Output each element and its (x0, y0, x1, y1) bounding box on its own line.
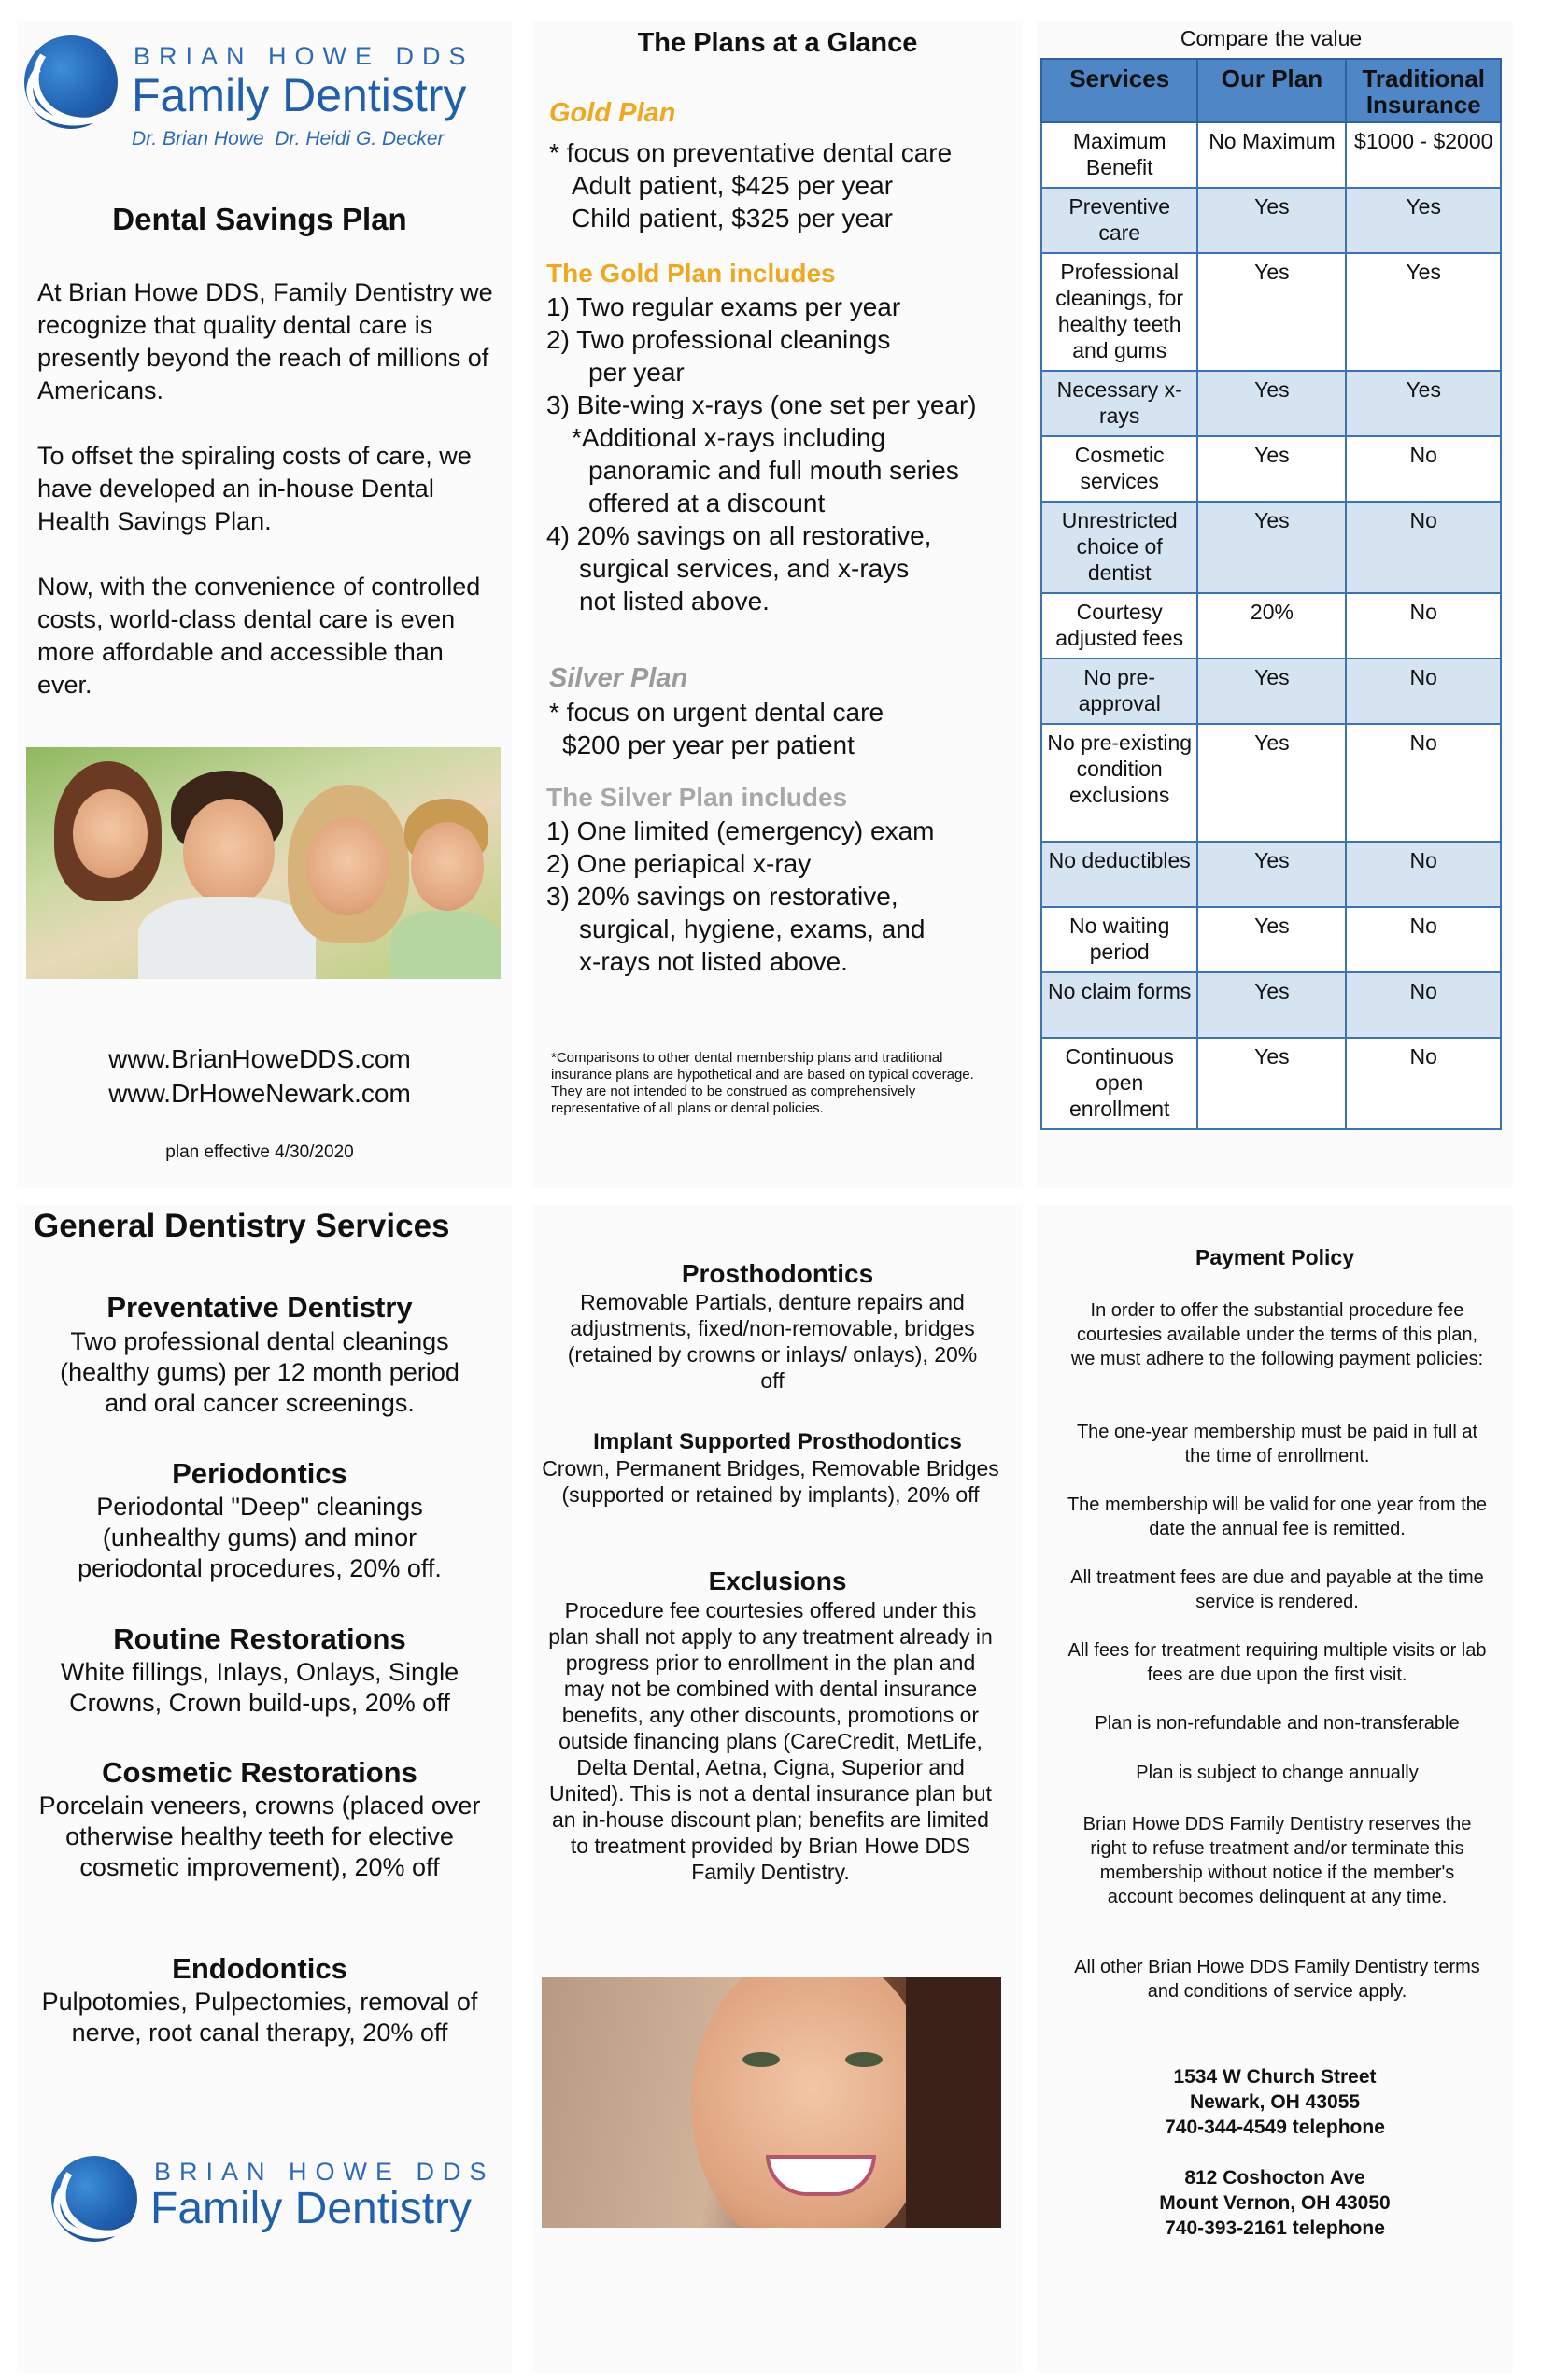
dental-savings-plan-title: Dental Savings Plan (112, 202, 407, 236)
cell-insurance: Yes (1346, 371, 1501, 436)
routine-restorations-heading: Routine Restorations (113, 1622, 406, 1655)
payment-policy-item: Plan is non-refundable and non-transferable (1095, 1713, 1460, 1734)
gold-include-3-note-2: panoramic and full mouth series (588, 456, 959, 485)
endodontics-heading: Endodontics (172, 1952, 347, 1985)
cell-service: Cosmetic services (1041, 436, 1197, 502)
gold-plan-child-price: Child patient, $325 per year (572, 204, 893, 233)
payment-policy-item: All treatment fees are due and payable at the time service is rendered. (1070, 1567, 1484, 1612)
payment-policy-item: Plan is subject to change annually (1136, 1763, 1419, 1783)
periodontics-heading: Periodontics (172, 1457, 347, 1490)
gold-plan-focus: * focus on preventative dental care (549, 138, 953, 167)
gold-include-2: 2) Two professional cleanings (546, 325, 891, 354)
cell-our-plan: Yes (1197, 188, 1346, 253)
logo-wave-icon (51, 2156, 137, 2242)
silver-include-3: 3) 20% savings on restorative, (546, 882, 898, 911)
silver-plan-price: $200 per year per patient (562, 730, 855, 759)
cell-service: Unrestricted choice of dentist (1041, 502, 1197, 593)
silver-include-1: 1) One limited (emergency) exam (546, 816, 935, 845)
table-row (1041, 122, 1501, 188)
silver-include-3-cont: surgical, hygiene, exams, and (579, 914, 926, 943)
cell-insurance: No (1346, 1038, 1501, 1129)
cell-service: No pre-approval (1041, 659, 1197, 724)
cell-insurance: Yes (1346, 188, 1501, 253)
cell-our-plan: Yes (1197, 371, 1346, 436)
gold-include-3-note-3: offered at a discount (588, 489, 826, 517)
table-row (1041, 188, 1501, 253)
cell-service: Preventive care (1041, 188, 1197, 253)
cell-insurance: $1000 - $2000 (1346, 122, 1501, 188)
cell-our-plan: Yes (1197, 724, 1346, 842)
routine-restorations-text: White fillings, Inlays, Onlays, Single Crowns, Crown build-ups, 20% off (60, 1658, 459, 1717)
table-row (1041, 907, 1501, 972)
cell-insurance: No (1346, 724, 1501, 842)
table-row (1041, 972, 1501, 1038)
plan-effective-date: plan effective 4/30/2020 (165, 1142, 354, 1162)
smiling-woman-photo (542, 1977, 1001, 2228)
payment-policy-item: The one-year membership must be paid in full at the time of enrollment. (1076, 1422, 1478, 1466)
cell-our-plan: No Maximum (1197, 122, 1346, 188)
address-newark-phone[interactable]: 740-344-4549 telephone (1165, 2117, 1385, 2138)
gold-include-4-cont-2: not listed above. (579, 587, 770, 616)
header-traditional-insurance: Traditional Insurance (1346, 59, 1501, 122)
cell-service: Maximum Benefit (1041, 122, 1197, 188)
cell-service: No deductibles (1041, 842, 1197, 907)
cell-service: No waiting period (1041, 907, 1197, 972)
address-mount-vernon-street: 812 Coshocton Ave (1184, 2167, 1365, 2189)
gold-include-2-cont: per year (588, 358, 685, 387)
cell-our-plan: Yes (1197, 436, 1346, 502)
cosmetic-restorations-text: Porcelain veneers, crowns (placed over otherwise healthy teeth for elective cosmetic improvement), 20% off (38, 1792, 481, 1881)
logo-brand-line1: BRIAN HOWE DDS (154, 2158, 495, 2186)
silver-plan-includes-title: The Silver Plan includes (546, 783, 848, 812)
intro-paragraph-3: Now, with the convenience of controlled costs, world-class dental care is even more affordable and accessible than ever. (37, 573, 481, 699)
gold-include-3: 3) Bite-wing x-rays (one set per year) (546, 390, 977, 419)
preventative-text: Two professional dental cleanings (healthy gums) per 12 month period and oral cancer screenings. (60, 1327, 459, 1417)
address-mount-vernon-city: Mount Vernon, OH 43050 (1159, 2192, 1391, 2214)
gold-include-4-cont: surgical services, and x-rays (579, 554, 910, 583)
table-row (1041, 502, 1501, 593)
cell-our-plan: Yes (1197, 659, 1346, 724)
logo-doctors: Dr. Brian Howe Dr. Heidi G. Decker (132, 128, 445, 149)
cell-our-plan: Yes (1197, 972, 1346, 1038)
logo-wave-icon (24, 35, 118, 129)
address-newark-city: Newark, OH 43055 (1189, 2091, 1361, 2113)
cell-service: No claim forms (1041, 972, 1197, 1038)
comparison-table (1040, 58, 1502, 1130)
intro-paragraph-1: At Brian Howe DDS, Family Dentistry we recognize that quality dental care is presently beyond the reach of millions of Americans. (37, 278, 493, 404)
cell-our-plan: Yes (1197, 907, 1346, 972)
periodontics-text: Periodontal "Deep" cleanings (unhealthy gums) and minor periodontal procedures, 20% off. (78, 1493, 442, 1582)
website-link-1[interactable]: www.BrianHoweDDS.com (108, 1044, 411, 1073)
cell-service: No pre-existing condition exclusions (1041, 724, 1197, 842)
logo-brand-line1: BRIAN HOWE DDS (134, 42, 474, 70)
implant-heading: Implant Supported Prosthodontics (593, 1429, 962, 1454)
cosmetic-restorations-heading: Cosmetic Restorations (102, 1756, 417, 1789)
family-photo (26, 747, 501, 979)
comparison-header-row (1041, 59, 1501, 122)
website-link-2[interactable]: www.DrHoweNewark.com (108, 1079, 411, 1108)
cell-insurance: No (1346, 593, 1501, 659)
preventative-heading: Preventative Dentistry (106, 1291, 413, 1324)
prosthodontics-heading: Prosthodontics (681, 1259, 874, 1288)
exclusions-heading: Exclusions (708, 1566, 847, 1595)
gold-plan-includes-title: The Gold Plan includes (546, 259, 836, 288)
cell-insurance: No (1346, 907, 1501, 972)
table-row (1041, 371, 1501, 436)
compare-caption: Compare the value (1180, 26, 1363, 50)
silver-include-2: 2) One periapical x-ray (546, 849, 812, 878)
prosthodontics-text: Removable Partials, denture repairs and adjustments, fixed/non-removable, bridges (retained by crowns or inlays/ onlays), 20% off (567, 1290, 978, 1393)
logo-brand-line2: Family Dentistry (150, 2184, 473, 2233)
silver-plan-title: Silver Plan (549, 663, 688, 693)
table-row (1041, 724, 1501, 842)
cell-our-plan: Yes (1197, 253, 1346, 371)
cell-our-plan: 20% (1197, 593, 1346, 659)
cell-our-plan: Yes (1197, 502, 1346, 593)
payment-policy-item: The membership will be valid for one year from the date the annual fee is remitted. (1067, 1495, 1488, 1539)
cell-service: Professional cleanings, for healthy teeth and gums (1041, 253, 1197, 371)
plans-title: The Plans at a Glance (637, 28, 918, 58)
gold-include-3-note: *Additional x-rays including (572, 423, 886, 452)
header-our-plan: Our Plan (1197, 59, 1346, 122)
address-mount-vernon-phone[interactable]: 740-393-2161 telephone (1165, 2217, 1385, 2239)
gold-plan-adult-price: Adult patient, $425 per year (572, 171, 894, 200)
cell-our-plan: Yes (1197, 842, 1346, 907)
cell-service: Courtesy adjusted fees (1041, 593, 1197, 659)
implant-text: Crown, Permanent Bridges, Removable Bridges (supported or retained by implants), 20% off (542, 1456, 999, 1507)
cell-insurance: No (1346, 502, 1501, 593)
cell-service: Necessary x-rays (1041, 371, 1197, 436)
general-services-title: General Dentistry Services (34, 1208, 450, 1244)
cell-insurance: No (1346, 972, 1501, 1038)
payment-policy-intro: In order to offer the substantial procedure fee courtesies available under the terms of this plan, we must adhere to the following payment policies: (1070, 1300, 1484, 1369)
header-services: Services (1041, 59, 1197, 122)
table-row (1041, 1038, 1501, 1129)
table-row (1041, 593, 1501, 659)
silver-include-3-cont-2: x-rays not listed above. (579, 947, 848, 976)
logo-brand-line2: Family Dentistry (132, 69, 467, 121)
gold-include-1: 1) Two regular exams per year (546, 292, 901, 321)
payment-policy-item: All other Brian Howe DDS Family Dentistry terms and conditions of service apply. (1074, 1957, 1480, 2002)
cell-insurance: Yes (1346, 253, 1501, 371)
endodontics-text: Pulpotomies, Pulpectomies, removal of nerve, root canal therapy, 20% off (41, 1988, 478, 2047)
address-newark-street: 1534 W Church Street (1173, 2066, 1377, 2088)
comparison-footnote: *Comparisons to other dental membership plans and traditional insurance plans are hypothetical and are based on typical coverage. They are not intended to be construed as comprehensively representative of all plans or dental policies. (551, 1050, 974, 1116)
table-row (1041, 253, 1501, 371)
gold-include-4: 4) 20% savings on all restorative, (546, 521, 932, 550)
cell-service: Continuous open enrollment (1041, 1038, 1197, 1129)
cell-insurance: No (1346, 659, 1501, 724)
table-row (1041, 436, 1501, 502)
cell-our-plan: Yes (1197, 1038, 1346, 1129)
exclusions-text: Procedure fee courtesies offered under this plan shall not apply to any treatment already in progress prior to enrollment in the plan and may not be combined with dental insurance benefits, any other discounts, promotions or outside financing plans (CareCredit, MetLife, Delta Dental, Aetna, Cigna, Superior and United). This is not a dental insurance plan but an in-house discount plan; benefits are limited to treatment provided by Brian Howe DDS Family Dentistry. (548, 1598, 993, 1884)
gold-plan-title: Gold Plan (549, 98, 676, 128)
payment-policy-item: Brian Howe DDS Family Dentistry reserves the right to refuse treatment and/or terminate this membership without notice if the member's account becomes delinquent at any time. (1082, 1814, 1472, 1907)
silver-plan-focus: * focus on urgent dental care (549, 698, 884, 727)
table-row (1041, 842, 1501, 907)
intro-paragraph-2: To offset the spiraling costs of care, we have developed an in-house Dental Health Savings Plan. (37, 442, 472, 535)
cell-insurance: No (1346, 842, 1501, 907)
cell-insurance: No (1346, 436, 1501, 502)
payment-policy-item: All fees for treatment requiring multiple visits or lab fees are due upon the first visit. (1067, 1640, 1487, 1685)
payment-policy-title: Payment Policy (1195, 1245, 1355, 1269)
table-row (1041, 659, 1501, 724)
